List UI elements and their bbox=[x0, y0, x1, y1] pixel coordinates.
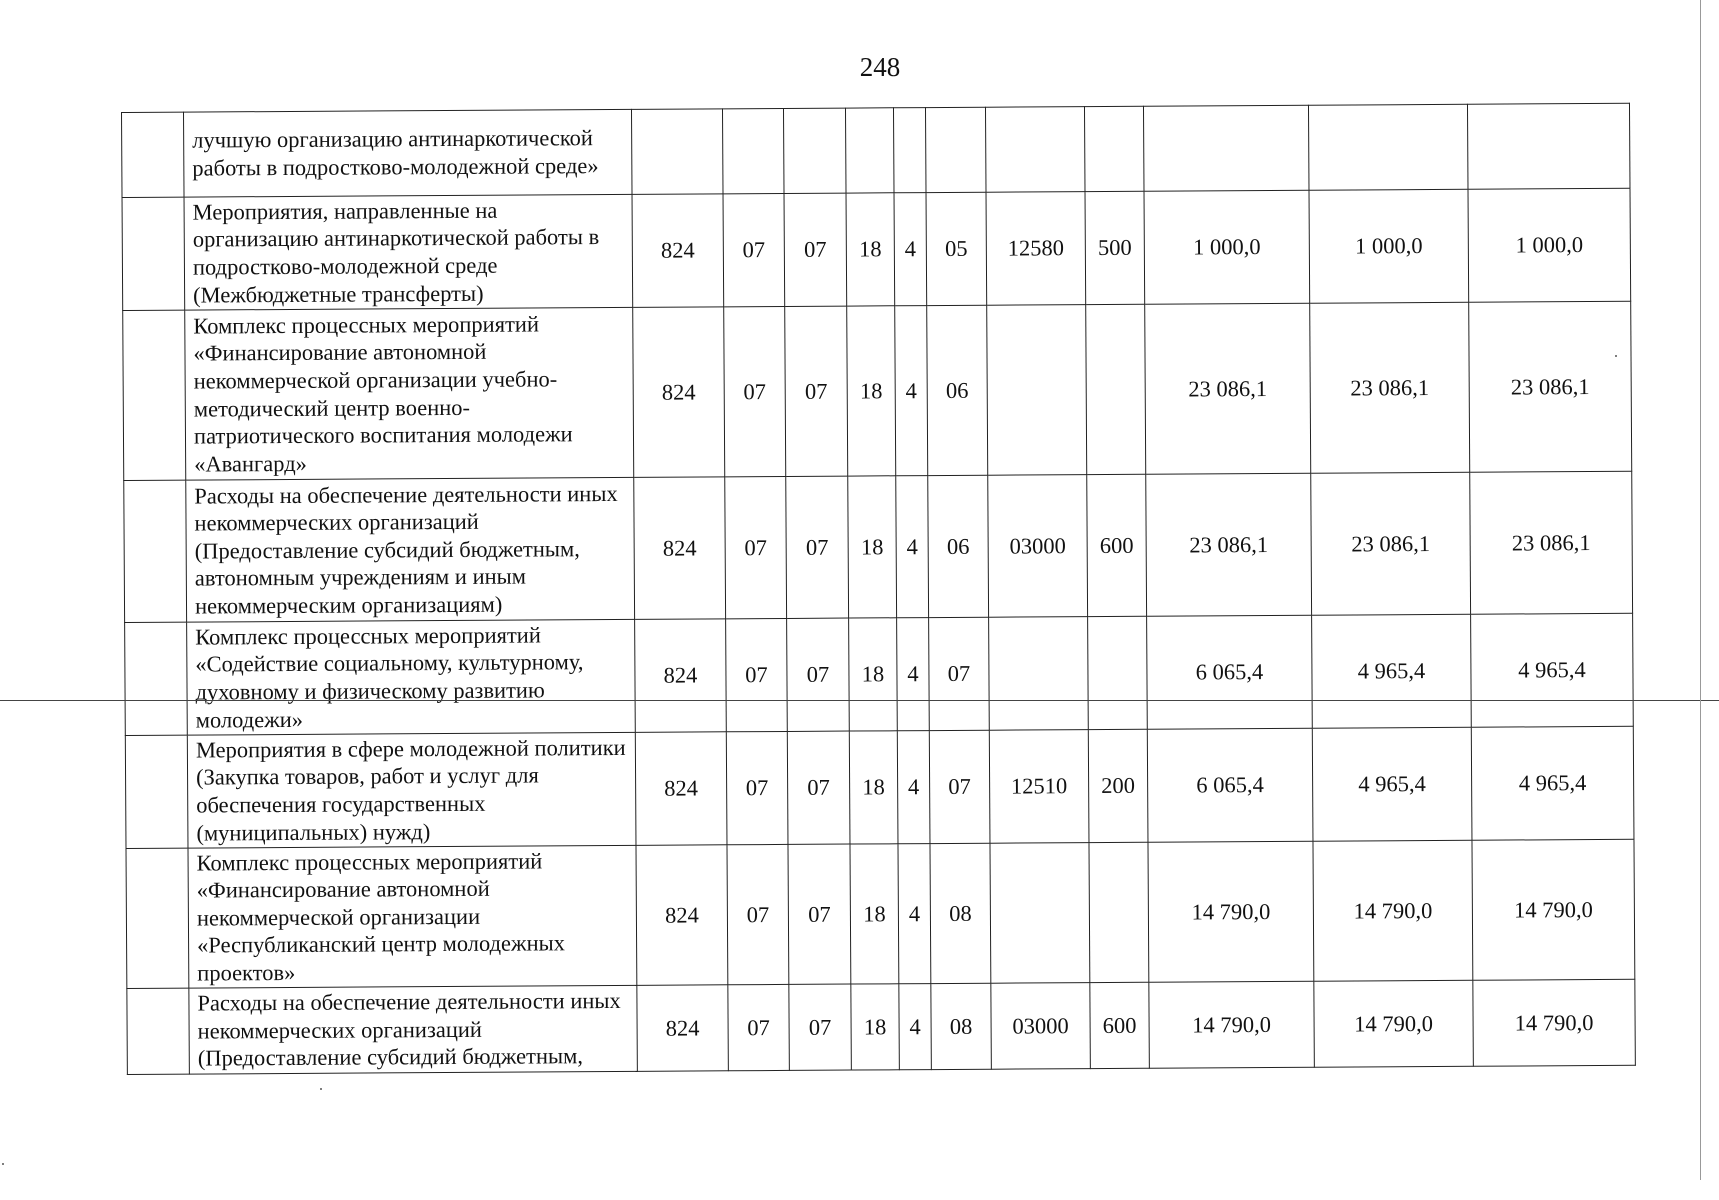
subsection-code-cell: 07 bbox=[784, 193, 847, 306]
structural-element-cell: 08 bbox=[930, 843, 991, 983]
page-fold-line bbox=[0, 700, 1719, 701]
amount-year-2-cell: 14 790,0 bbox=[1314, 980, 1474, 1067]
section-code-cell: 07 bbox=[724, 306, 786, 476]
section-code-cell: 07 bbox=[723, 193, 785, 306]
expense-direction-cell bbox=[985, 107, 1085, 193]
amount-year-3-cell: 23 086,1 bbox=[1470, 471, 1633, 614]
subsection-code-cell: 07 bbox=[789, 984, 852, 1070]
table-row bbox=[122, 188, 1631, 310]
description-cell: Расходы на обеспечение деятельности иных некоммерческих организаций (Предоставление субсидий бюджетным, автономным учреждениям и иным некоммерческим организациям) bbox=[186, 477, 635, 622]
table-row bbox=[124, 471, 1633, 622]
description-cell: Расходы на обеспечение деятельности иных некоммерческих организаций (Предоставление субсидий бюджетным, bbox=[189, 985, 638, 1074]
subsection-code-cell: 07 bbox=[788, 844, 851, 984]
amount-year-2-cell: 4 965,4 bbox=[1312, 614, 1472, 728]
structural-element-cell: 08 bbox=[931, 983, 992, 1069]
row-number-cell bbox=[122, 112, 185, 197]
subsection-code-cell: 07 bbox=[787, 731, 850, 844]
scan-speck bbox=[320, 1088, 322, 1090]
expense-direction-cell: 12510 bbox=[989, 730, 1089, 844]
expense-type-cell: 600 bbox=[1087, 474, 1147, 616]
page-number: 248 bbox=[859, 52, 901, 82]
amount-year-3-cell: 4 965,4 bbox=[1471, 726, 1634, 840]
row-number-cell bbox=[122, 197, 185, 310]
amount-year-2-cell bbox=[1308, 104, 1468, 190]
expense-direction-cell bbox=[987, 305, 1087, 476]
program-type-cell: 4 bbox=[899, 984, 932, 1070]
structural-element-cell: 06 bbox=[927, 305, 988, 475]
expense-type-cell bbox=[1089, 842, 1149, 982]
table-row bbox=[125, 613, 1634, 735]
section-code-cell bbox=[722, 108, 784, 193]
expense-type-cell: 500 bbox=[1085, 191, 1145, 304]
ministry-code-cell bbox=[631, 109, 723, 195]
program-type-cell: 4 bbox=[894, 193, 927, 306]
budget-table bbox=[121, 103, 1636, 1075]
description-cell: Комплекс процессных мероприятий «Финансирование автономной некоммерческой организации «Республиканский центр молодежных проектов» bbox=[188, 845, 637, 988]
description-cell: Комплекс процессных мероприятий «Финансирование автономной некоммерческой организации учебно-методический центр военно-патриотического воспитания молодежи «Авангард» bbox=[185, 307, 634, 480]
expense-type-cell bbox=[1088, 616, 1148, 729]
row-number-cell bbox=[126, 848, 189, 988]
structural-element-cell: 07 bbox=[929, 617, 990, 730]
scan-speck bbox=[1615, 355, 1617, 357]
program-type-cell bbox=[893, 108, 926, 193]
amount-year-3-cell: 23 086,1 bbox=[1469, 301, 1632, 472]
row-number-cell bbox=[124, 480, 187, 622]
amount-year-2-cell: 1 000,0 bbox=[1309, 189, 1469, 303]
section-code-cell: 07 bbox=[728, 984, 790, 1070]
amount-year-1-cell: 14 790,0 bbox=[1149, 981, 1315, 1068]
scan-speck bbox=[2, 1163, 4, 1165]
structural-element-cell: 07 bbox=[929, 730, 990, 843]
table-row bbox=[126, 839, 1635, 988]
amount-year-3-cell bbox=[1467, 103, 1630, 189]
expense-type-cell bbox=[1086, 304, 1146, 474]
description-cell: Мероприятия в сфере молодежной политики (Закупка товаров, работ и услуг для обеспечения государственных (муниципальных) нужд) bbox=[187, 732, 636, 848]
section-code-cell: 07 bbox=[727, 844, 789, 984]
amount-year-2-cell: 14 790,0 bbox=[1313, 840, 1473, 981]
program-type-cell: 4 bbox=[898, 844, 931, 984]
program-type-cell: 4 bbox=[897, 731, 930, 844]
structural-element-cell bbox=[925, 107, 986, 192]
program-type-cell: 4 bbox=[895, 306, 928, 476]
amount-year-1-cell: 23 086,1 bbox=[1145, 303, 1311, 474]
ministry-code-cell: 824 bbox=[632, 194, 724, 308]
section-code-cell: 07 bbox=[726, 731, 788, 844]
row-number-cell bbox=[125, 622, 188, 735]
section-code-cell: 07 bbox=[726, 618, 788, 731]
ministry-code-cell: 824 bbox=[635, 732, 727, 846]
amount-year-1-cell: 1 000,0 bbox=[1144, 190, 1310, 304]
amount-year-3-cell: 4 965,4 bbox=[1471, 613, 1634, 727]
program-code-cell: 18 bbox=[849, 731, 898, 844]
program-type-cell: 4 bbox=[897, 618, 930, 731]
amount-year-3-cell: 14 790,0 bbox=[1473, 979, 1636, 1066]
row-number-cell bbox=[127, 988, 190, 1074]
table-row bbox=[123, 301, 1632, 480]
expense-type-cell bbox=[1084, 106, 1144, 191]
program-code-cell bbox=[845, 108, 894, 193]
program-code-cell: 18 bbox=[850, 844, 899, 984]
program-type-cell: 4 bbox=[896, 476, 929, 618]
amount-year-2-cell: 23 086,1 bbox=[1311, 472, 1471, 615]
description-cell: Комплекс процессных мероприятий «Содействие социальному, культурному, духовному и физическому развитию молодежи» bbox=[187, 619, 636, 735]
expense-direction-cell: 03000 bbox=[988, 475, 1088, 618]
structural-element-cell: 05 bbox=[926, 192, 987, 305]
program-code-cell: 18 bbox=[851, 984, 900, 1070]
program-code-cell: 18 bbox=[847, 306, 896, 476]
subsection-code-cell bbox=[783, 108, 846, 193]
amount-year-2-cell: 4 965,4 bbox=[1312, 727, 1472, 841]
amount-year-2-cell: 23 086,1 bbox=[1310, 302, 1470, 473]
ministry-code-cell: 824 bbox=[634, 477, 726, 620]
amount-year-1-cell: 6 065,4 bbox=[1147, 615, 1313, 729]
amount-year-1-cell: 6 065,4 bbox=[1147, 728, 1313, 842]
expense-direction-cell: 12580 bbox=[986, 192, 1086, 306]
structural-element-cell: 06 bbox=[928, 475, 989, 617]
row-number-cell bbox=[123, 310, 186, 480]
expense-direction-cell: 03000 bbox=[991, 983, 1091, 1070]
section-code-cell: 07 bbox=[725, 476, 787, 618]
amount-year-1-cell bbox=[1143, 105, 1309, 191]
expense-direction-cell bbox=[990, 843, 1090, 984]
amount-year-3-cell: 14 790,0 bbox=[1472, 839, 1635, 980]
subsection-code-cell: 07 bbox=[787, 618, 850, 731]
program-code-cell: 18 bbox=[848, 476, 897, 618]
table-row bbox=[122, 103, 1630, 197]
subsection-code-cell: 07 bbox=[786, 476, 849, 618]
ministry-code-cell: 824 bbox=[635, 619, 727, 733]
program-code-cell: 18 bbox=[846, 193, 895, 306]
expense-type-cell: 200 bbox=[1088, 729, 1148, 842]
ministry-code-cell: 824 bbox=[636, 845, 728, 986]
amount-year-1-cell: 14 790,0 bbox=[1148, 841, 1314, 982]
amount-year-1-cell: 23 086,1 bbox=[1146, 473, 1312, 616]
table-row bbox=[127, 979, 1635, 1074]
page-edge-line bbox=[1700, 0, 1701, 1180]
subsection-code-cell: 07 bbox=[785, 306, 848, 476]
program-code-cell: 18 bbox=[849, 618, 898, 731]
amount-year-3-cell: 1 000,0 bbox=[1468, 188, 1631, 302]
row-number-cell bbox=[125, 735, 188, 848]
expense-direction-cell bbox=[989, 617, 1089, 731]
ministry-code-cell: 824 bbox=[637, 985, 729, 1072]
expense-type-cell: 600 bbox=[1090, 982, 1150, 1068]
ministry-code-cell: 824 bbox=[633, 307, 725, 478]
description-cell: Мероприятия, направленные на организацию антинаркотической работы в подростково-молодежной среде (Межбюджетные трансферты) bbox=[184, 194, 633, 310]
description-cell: лучшую организацию антинаркотической работы в подростково-молодежной среде» bbox=[184, 109, 633, 197]
table-row bbox=[125, 726, 1634, 848]
